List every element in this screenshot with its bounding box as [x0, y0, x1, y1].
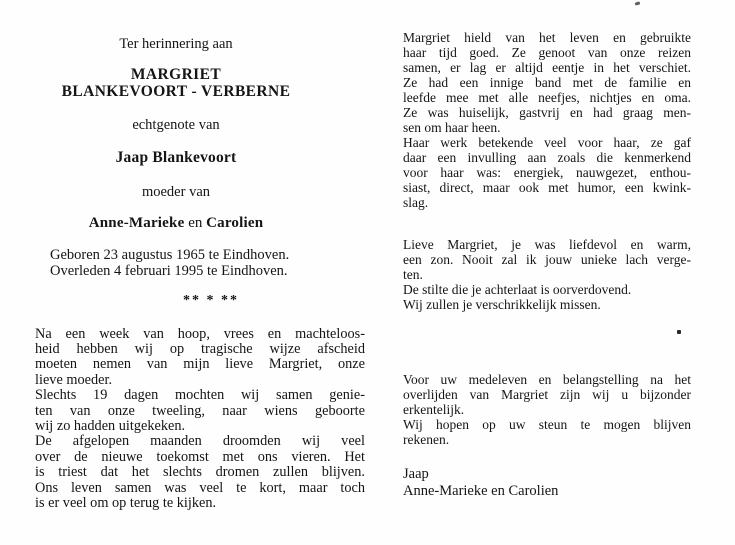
spouse-label: echtgenote van — [132, 117, 220, 133]
daughter-name-1: Anne-Marieke — [88, 215, 185, 231]
spouse-name: Jaap Blankevoort — [115, 149, 237, 166]
text-line: is triest dat het slechts dromen zullen blijven. — [35, 464, 365, 481]
block-signature — [403, 466, 691, 500]
text-line: voor haar was: energiek, nauwgezet, enthou- — [403, 165, 691, 180]
paragraph — [403, 483, 691, 500]
deceased-family-name: BLANKEVOORT - VERBERNE — [61, 82, 291, 100]
paragraph — [35, 327, 365, 389]
asterisk-separator: ** * ** — [183, 292, 239, 308]
text-line: ten. — [403, 267, 423, 282]
conjunction: en — [188, 215, 203, 231]
text-line: Haar werk betekende veel voor haar, ze gaf — [403, 135, 691, 150]
text-line: heid hebben wij op tragische wijze afscheid — [35, 341, 365, 357]
text-line: Voor uw medeleven en belangstelling na het — [403, 372, 691, 387]
death-date-line: Overleden 4 februari 1995 te Eindhoven. — [50, 262, 288, 279]
text-line: rekenen. — [403, 432, 450, 447]
text-line: sen om haar heen. — [403, 120, 501, 135]
paragraph — [35, 388, 365, 434]
children-names — [35, 215, 317, 232]
paragraph — [403, 282, 691, 297]
paragraph — [403, 297, 691, 312]
scan-speck-right — [677, 330, 681, 334]
text-line: Na een week van hoop, vrees en machteloos- — [35, 325, 365, 342]
text-line: erkentelijk. — [403, 402, 465, 417]
deceased-name — [35, 67, 317, 100]
text-line: Wij zullen je verschrikkelijk missen. — [403, 297, 601, 312]
paragraph — [403, 417, 691, 447]
text-line: De stilte die je achterlaat is oorverdovend. — [403, 282, 632, 297]
text-line: haar tijd goed. Ze genoot van onze reizen — [403, 45, 691, 60]
deceased-first-name: MARGRIET — [130, 66, 222, 83]
text-line: moeten nemen van mijn lieve Margriet, onze — [35, 356, 365, 373]
text-line: slag. — [403, 195, 429, 210]
text-line: Anne-Marieke en Carolien — [403, 483, 559, 499]
text-line: Lieve Margriet, je was liefdevol en warm, — [403, 237, 691, 252]
text-line: Wij hopen op uw steun te mogen blijven — [403, 417, 691, 432]
birth-date-line: Geboren 23 augustus 1965 te Eindhoven. — [50, 247, 290, 263]
text-line: is er veel om op terug te kijken. — [35, 495, 217, 512]
paragraph — [403, 30, 691, 135]
paragraph — [35, 434, 365, 511]
text-line: ten van onze tweeling, naar wiens geboorte — [35, 402, 365, 419]
text-line: over de nieuwe toekomst met ons vieren. Het — [35, 448, 365, 465]
text-line: wij zo hadden uitgekeken. — [35, 418, 186, 435]
text-line: De afgelopen maanden droomden wij veel — [35, 433, 365, 450]
paragraph — [403, 237, 691, 282]
memorial-header — [35, 36, 317, 232]
text-line: Margriet hield van het leven en gebruikte — [403, 30, 691, 45]
left-body-text — [35, 327, 365, 512]
text-line: een zon. Nooit zal ik jouw unieke lach verge- — [403, 252, 691, 267]
text-line: samen, er lag er altijd eentje in het verschiet. — [403, 60, 691, 75]
block-life — [403, 30, 691, 210]
text-line: leefde mee met alle neefjes, nichtjes en oma. — [403, 90, 691, 105]
text-line: overlijden van Margriet zijn wij u bijzonder — [403, 387, 691, 402]
text-line: lieve moeder. — [35, 371, 113, 388]
text-line: Ze was huiselijk, gastvrij en had graag men- — [403, 105, 691, 120]
left-column — [35, 0, 365, 511]
text-line: Ons leven samen was veel te kort, maar toch — [35, 479, 365, 496]
mother-label: moeder van — [141, 184, 211, 200]
daughter-name-2: Carolien — [206, 215, 264, 231]
intro-line: Ter herinnering aan — [119, 36, 233, 52]
text-line: Ze had een innige band met de familie en — [403, 75, 691, 90]
text-line: siast, direct, maar ook met humor, een kwink- — [403, 180, 691, 195]
paragraph — [403, 372, 691, 417]
block-farewell — [403, 237, 691, 312]
block-thanks — [403, 372, 691, 447]
right-column — [403, 0, 691, 500]
paragraph — [403, 466, 691, 483]
life-dates — [50, 248, 365, 280]
text-line: Slechts 19 dagen mochten wij samen genie- — [35, 387, 365, 404]
paragraph — [403, 135, 691, 210]
text-line: Jaap — [403, 466, 429, 482]
text-line: daar een invulling aan zoals die kenmerkend — [403, 150, 691, 165]
